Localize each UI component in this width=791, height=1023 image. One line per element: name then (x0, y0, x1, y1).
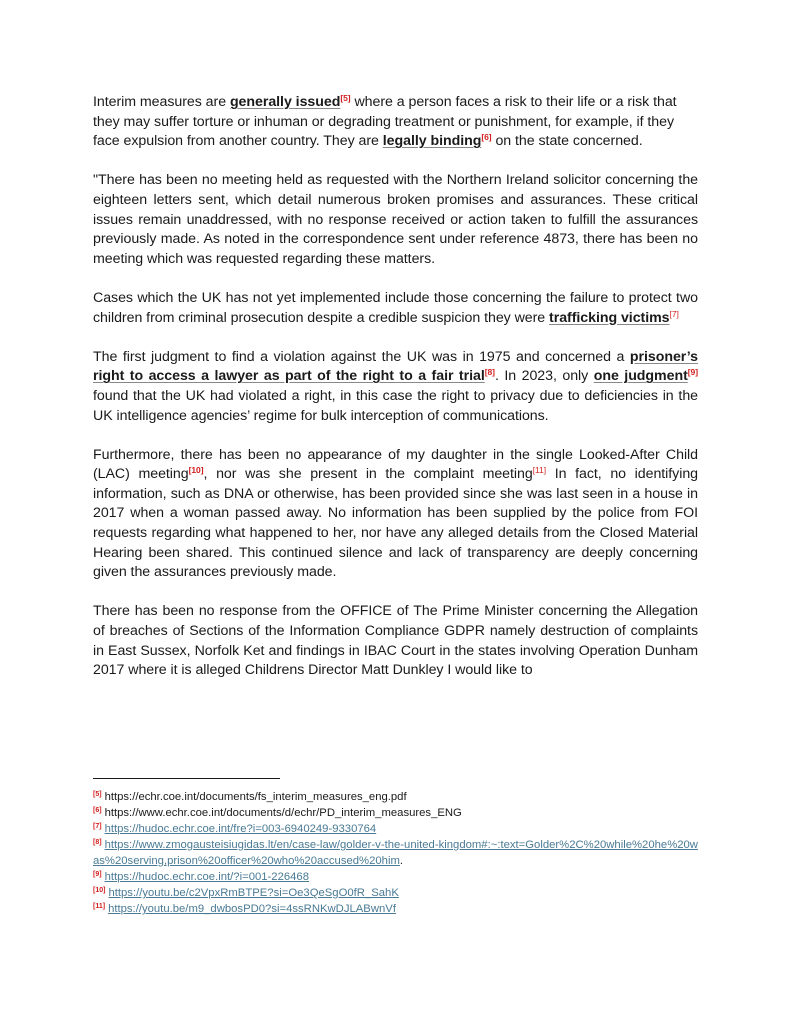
text: . In 2023, only (494, 368, 594, 385)
footnote-ref-10[interactable]: [10] (188, 465, 204, 476)
paragraph-first-judgment (93, 348, 698, 426)
link-trafficking-victims[interactable]: trafficking victims (549, 309, 670, 326)
text: Furthermore, there has been no appearance of my daughter in the single Looked-After Child (LAC) meeting (93, 446, 698, 483)
footnote-7 (93, 821, 703, 837)
footnote-ref-8[interactable]: [8] (484, 367, 495, 378)
footnote-5 (93, 789, 703, 805)
footnote-number: [6] (93, 807, 102, 814)
footnote-link[interactable]: https://hudoc.echr.coe.int/fre?i=003-6940249-9330764 (104, 823, 377, 835)
footnotes (93, 789, 703, 917)
paragraph-prime-minister (93, 602, 698, 680)
text: "There has been no meeting held as requested with the Northern Ireland solicitor concerning the eighteen letters sent, which detail numerous broken promises and assurances. These critical issues remain unaddressed, with no response received or action taken to fulfill the assurances previously made. As noted in the correspondence sent under reference 4873, there has been no meeting which was requested regarding these matters. (93, 172, 698, 267)
footnote-number: [11] (93, 903, 106, 910)
text: on the state concerned. (491, 133, 643, 150)
footnote-number: [8] (93, 839, 102, 846)
footnote-9 (93, 869, 703, 885)
text: Cases which the UK has not yet implemented include those concerning the failure to protect two children from criminal prosecution despite a credible suspicion they were (93, 289, 698, 326)
footnote-number: [7] (93, 823, 102, 830)
paragraph-cases-not-implemented (93, 289, 698, 328)
text: In fact, no identifying information, such as DNA or otherwise, has been provided since she was last seen in a house in 2017 when a woman passed away. No information has been supplied by the police from FOI requests regarding what happened to her, nor have any alleged details from the Closed Material Hearing been shared. This continued silence and lack of transparency are deeply concerning given the assurances previously made. (93, 466, 698, 581)
footnote-ref-6[interactable]: [6] (481, 132, 492, 143)
paragraph-daughter-appearance (93, 446, 698, 583)
link-prisoners-right[interactable]: prisoner’s right to access a lawyer as part of the right to a fair trial (93, 348, 698, 385)
footnote-number: [9] (93, 871, 102, 878)
link-one-judgment[interactable]: one judgment (593, 368, 688, 385)
text: The first judgment to find a violation against the UK was in 1975 and concerned a (93, 348, 630, 365)
paragraph-interim-measures (93, 93, 698, 152)
link-generally-issued[interactable]: generally issued (229, 94, 341, 110)
footnote-6 (93, 805, 703, 821)
footnote-ref-11[interactable]: [11] (532, 465, 547, 476)
footnote-link[interactable]: https://hudoc.echr.coe.int/?i=001-226468 (104, 871, 309, 883)
footnote-8 (93, 837, 703, 869)
footnote-separator (93, 778, 280, 779)
paragraph-no-meeting (93, 171, 698, 269)
footnote-ref-5[interactable]: [5] (340, 93, 351, 103)
footnote-number: [10] (93, 887, 106, 894)
footnote-link[interactable]: https://youtu.be/c2VpxRmBTPE?si=Oe3QeSgO0fR_SahK (108, 887, 399, 899)
text: where a person faces a risk to their life or a risk that they may suffer torture or inhuman or degrading treatment or punishment, for example, if they face expulsion from another country. They are (93, 94, 677, 150)
text: Interim measures are (93, 94, 230, 110)
document-body (93, 93, 698, 700)
footnote-11 (93, 901, 703, 917)
footnote-link[interactable]: https://www.zmogausteisiugidas.lt/en/case-law/golder-v-the-united-kingdom#:~:text=Golder%2C%20while%20he%20was%20serving,prison%20officer%20who%20accused%20him (93, 839, 698, 867)
footnote-10 (93, 885, 703, 901)
footnote-ref-7[interactable]: [7] (669, 308, 679, 319)
footnote-ref-9[interactable]: [9] (687, 367, 698, 378)
link-legally-binding[interactable]: legally binding (382, 133, 482, 150)
footnote-number: [5] (93, 791, 102, 798)
text: , nor was she present in the complaint meeting (203, 466, 533, 483)
footnote-url: https://www.echr.coe.int/documents/d/echr/PD_interim_measures_ENG (104, 807, 462, 819)
text: There has been no response from the OFFICE of The Prime Minister concerning the Allegation of breaches of Sections of the Information Compliance GDPR namely destruction of complaints in East Sussex, Norfolk Ket and findings in IBAC Court in the states involving Operation Dunham 2017 where it is alleged Childrens Director Matt Dunkley I would like to (93, 603, 698, 679)
footnote-link[interactable]: https://youtu.be/m9_dwbosPD0?si=4ssRNKwDJLABwnVf (108, 903, 396, 915)
text: found that the UK had violated a right, in this case the right to privacy due to deficiencies in the UK intelligence agencies’ regime for bulk interception of communications. (93, 387, 698, 424)
footnote-suffix: . (399, 855, 404, 867)
footnote-url: https://echr.coe.int/documents/fs_interim_measures_eng.pdf (104, 791, 407, 803)
